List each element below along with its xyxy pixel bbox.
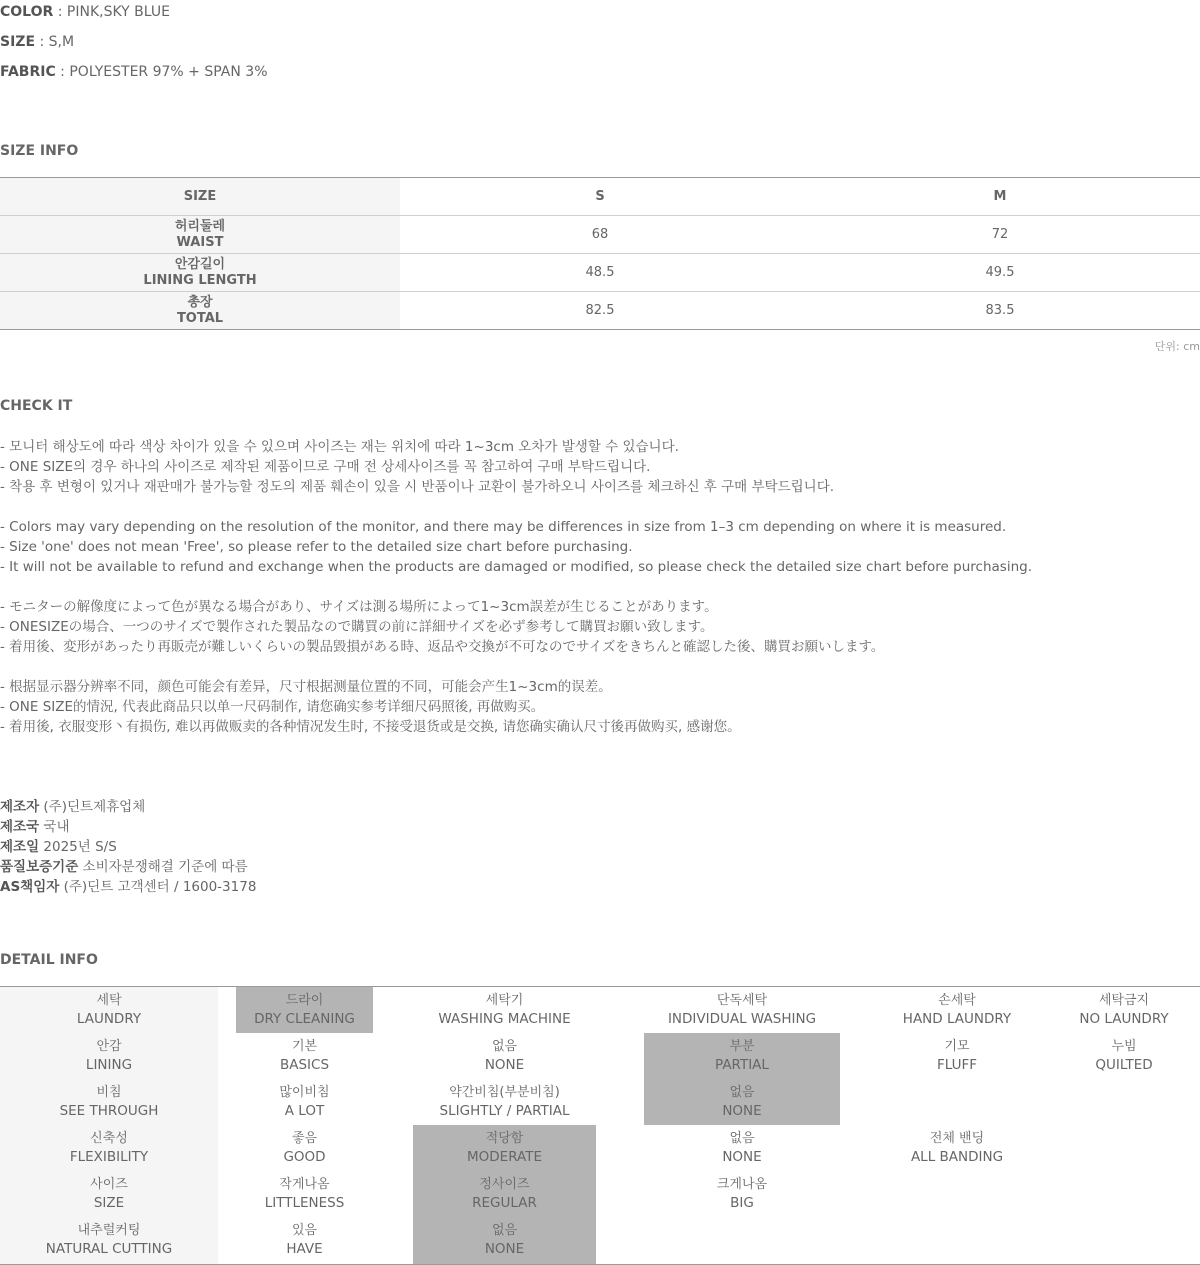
- check-line: - ONE SIZE의 경우 하나의 사이즈로 제작된 제품이므로 구매 전 상세사이즈를 꼭 참고하여 구매 부탁드립니다.: [0, 459, 651, 475]
- spec-value: : PINK,SKY BLUE: [53, 4, 170, 20]
- size-table: [0, 177, 1200, 330]
- detail-option: 단독세탁 INDIVIDUAL WASHING: [667, 993, 817, 1027]
- row-label: 안감길이 LINING LENGTH: [0, 254, 400, 292]
- detail-option: 세탁금지 NO LAUNDRY: [1079, 993, 1169, 1027]
- check-group-ja: [0, 597, 884, 657]
- check-group-en: [0, 517, 1032, 577]
- spec-color: [0, 4, 170, 20]
- detail-head: 신축성 FLEXIBILITY: [69, 1131, 149, 1165]
- maker-line: 품질보증기준 소비자분쟁해결 기준에 따름: [0, 859, 248, 875]
- detail-head: 세탁 LAUNDRY: [76, 993, 142, 1027]
- check-line: - 착용 후 변형이 있거나 재판매가 불가능할 정도의 제품 훼손이 있을 시 반품이나 교환이 불가하오니 사이즈를 체크하신 후 구매 부탁드립니다.: [0, 479, 835, 495]
- cell-m: 49.5: [800, 254, 1200, 292]
- header-cell: M: [800, 178, 1200, 216]
- cell-s: 48.5: [400, 254, 800, 292]
- detail-option: 없음 NONE: [722, 1131, 762, 1165]
- size-info-title: SIZE INFO: [0, 143, 79, 159]
- detail-option: 기모 FLUFF: [936, 1039, 978, 1073]
- detail-option: 많이비침 A LOT: [279, 1085, 330, 1119]
- row-label: 허리둘레 WAIST: [0, 216, 400, 254]
- check-line: - ONESIZEの場合、一つのサイズで製作された製品なので購買の前に詳細サイズを必ず参考して購買お願い致します。: [0, 619, 714, 635]
- check-line: - 着用後, 衣服变形丶有损伤, 难以再做贩卖的各种情况发生时, 不接受退货或是交换, 请您确实确认尺寸後再做购买, 感谢您。: [0, 719, 741, 735]
- table-row: [0, 292, 1200, 330]
- detail-head: 내추럴커팅 NATURAL CUTTING: [45, 1223, 173, 1257]
- spec-label: SIZE: [0, 34, 36, 50]
- detail-option: 적당함 MODERATE: [467, 1131, 542, 1165]
- spec-size: [0, 34, 74, 50]
- detail-option: 전체 밴딩 ALL BANDING: [910, 1131, 1004, 1165]
- header-cell: S: [400, 178, 800, 216]
- detail-option: 손세탁 HAND LAUNDRY: [902, 993, 1012, 1027]
- detail-option: 크게나옴 BIG: [716, 1177, 768, 1211]
- maker-line: 제조국 국내: [0, 819, 70, 835]
- detail-option: 없음 NONE: [484, 1223, 525, 1257]
- maker-line: 제조자 (주)딘트제휴업체: [0, 799, 146, 815]
- detail-option: 좋음 GOOD: [283, 1131, 326, 1165]
- detail-option: 누빔 QUILTED: [1095, 1039, 1153, 1073]
- detail-option: 부분 PARTIAL: [715, 1039, 769, 1073]
- spec-value: : S,M: [35, 34, 75, 50]
- table-row: [0, 254, 1200, 292]
- check-line: - Colors may vary depending on the resolution of the monitor, and there may be differences in size from 1–3 cm depending on where it is measured.: [0, 519, 1007, 535]
- cell-m: 83.5: [800, 292, 1200, 330]
- spec-value: : POLYESTER 97% + SPAN 3%: [55, 64, 268, 80]
- maker-line: AS책임자 (주)딘트 고객센터 / 1600-3178: [0, 879, 257, 895]
- detail-head: 비침 SEE THROUGH: [59, 1085, 159, 1119]
- detail-option: 없음 NONE: [722, 1085, 762, 1119]
- table-row: [0, 216, 1200, 254]
- check-line: - 모니터 해상도에 따라 색상 차이가 있을 수 있으며 사이즈는 재는 위치에 따라 1~3cm 오차가 발생할 수 있습니다.: [0, 439, 679, 455]
- row-label: 총장 TOTAL: [0, 292, 400, 330]
- maker-line: 제조일 2025년 S/S: [0, 839, 117, 855]
- check-line: - 着用後、変形があったり再販売が難しいくらいの製品毀損がある時、返品や交換が不可なのでサイズをきちんと確認した後、購買お願いします。: [0, 639, 885, 655]
- maker-info: [0, 797, 256, 897]
- check-it-title: CHECK IT: [0, 398, 73, 414]
- cell-m: 72: [800, 216, 1200, 254]
- detail-head: 안감 LINING: [85, 1039, 133, 1073]
- size-table-header: [0, 178, 1200, 216]
- check-line: - ONE SIZE的情況, 代表此商品只以单一尺码制作, 请您确实参考详细尺码照後, 再做购买。: [0, 699, 545, 715]
- detail-option: 기본 BASICS: [279, 1039, 330, 1073]
- unit-note: 단위: cm: [1154, 340, 1200, 353]
- check-line: - モニターの解像度によって色が異なる場合があり、サイズは測る場所によって1~3cm誤差が生じることがあります。: [0, 599, 718, 615]
- detail-option: 세탁기 WASHING MACHINE: [438, 993, 571, 1027]
- header-cell: SIZE: [0, 178, 400, 216]
- detail-info-title: DETAIL INFO: [0, 952, 98, 968]
- detail-grid: [0, 986, 1200, 1265]
- check-line: - 根据显示器分辨率不同，颜色可能会有差异，尺寸根据测量位置的不同，可能会产生1~3cm的误差。: [0, 679, 612, 695]
- cell-s: 68: [400, 216, 800, 254]
- check-group-ko: [0, 437, 834, 497]
- detail-option: 약간비침(부분비침) SLIGHTLY / PARTIAL: [439, 1085, 570, 1119]
- cell-s: 82.5: [400, 292, 800, 330]
- detail-option: 작게나옴 LITTLENESS: [264, 1177, 345, 1211]
- spec-label: FABRIC: [0, 64, 56, 80]
- detail-option: 없음 NONE: [484, 1039, 525, 1073]
- check-line: - It will not be available to refund and exchange when the products are damaged or modified, so please check the detailed size chart before purchasing.: [0, 559, 1032, 575]
- detail-option: 있음 HAVE: [286, 1223, 323, 1257]
- check-group-zh: [0, 677, 741, 737]
- detail-head: 사이즈 SIZE: [90, 1177, 128, 1211]
- detail-option: 드라이 DRY CLEANING: [254, 993, 355, 1027]
- detail-option: 정사이즈 REGULAR: [472, 1177, 537, 1211]
- spec-label: COLOR: [0, 4, 54, 20]
- check-line: - Size 'one' does not mean 'Free', so please refer to the detailed size chart before purchasing.: [0, 539, 633, 555]
- spec-fabric: [0, 64, 268, 80]
